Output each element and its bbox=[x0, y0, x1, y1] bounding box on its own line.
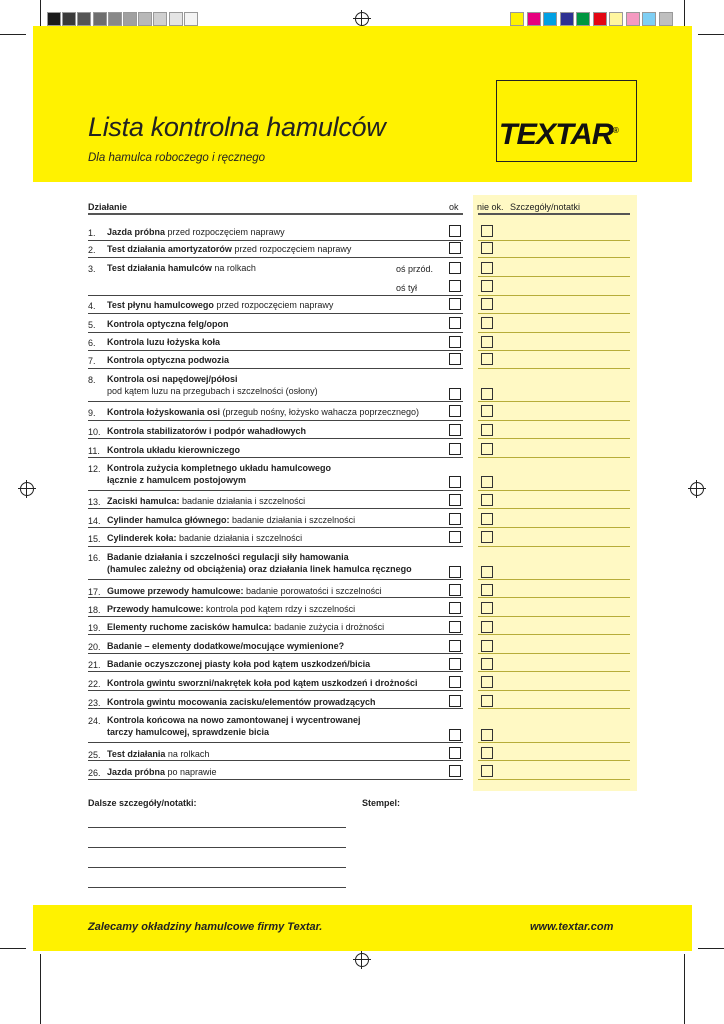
ok-checkbox[interactable] bbox=[449, 262, 461, 274]
not-ok-checkbox[interactable] bbox=[481, 584, 493, 596]
row-action: Cylinderek koła: bbox=[107, 533, 177, 543]
row-number: 10. bbox=[88, 427, 101, 437]
ok-checkbox[interactable] bbox=[449, 566, 461, 578]
row-action-line2: tarczy hamulcowej, sprawdzenie bicia bbox=[107, 726, 270, 737]
color-swatch bbox=[510, 12, 524, 26]
grey-swatch bbox=[93, 12, 107, 26]
row-text bbox=[107, 445, 240, 457]
notes-line[interactable] bbox=[88, 827, 346, 828]
notes-field[interactable] bbox=[478, 508, 630, 509]
row-detail: badanie zużycia i drożności bbox=[271, 622, 385, 632]
row-action-line2: (hamulec zależny od obciążenia) oraz działania linek hamulca ręcznego bbox=[107, 563, 412, 574]
row-text bbox=[107, 407, 419, 419]
registration-mark-icon bbox=[690, 482, 704, 496]
not-ok-checkbox[interactable] bbox=[481, 640, 493, 652]
not-ok-checkbox[interactable] bbox=[481, 280, 493, 292]
ok-checkbox[interactable] bbox=[449, 513, 461, 525]
not-ok-checkbox[interactable] bbox=[481, 494, 493, 506]
row-action: Cylinder hamulca głównego: bbox=[107, 515, 230, 525]
row-action: Test działania amortyzatorów bbox=[107, 244, 232, 254]
row-text bbox=[107, 426, 306, 438]
row-divider bbox=[88, 295, 463, 296]
row-divider bbox=[88, 420, 463, 421]
crop-mark bbox=[40, 954, 41, 1024]
row-number: 6. bbox=[88, 338, 96, 348]
ok-checkbox[interactable] bbox=[449, 317, 461, 329]
not-ok-checkbox[interactable] bbox=[481, 602, 493, 614]
row-text bbox=[107, 533, 302, 545]
row-action: Jazda próbna bbox=[107, 767, 166, 777]
notes-field[interactable] bbox=[478, 313, 630, 314]
notes-field[interactable] bbox=[478, 350, 630, 351]
row-detail: po naprawie bbox=[165, 767, 217, 777]
row-action: Kontrola układu kierowniczego bbox=[107, 445, 241, 455]
color-swatch bbox=[593, 12, 607, 26]
row-action: Kontrola osi napędowej/półosi bbox=[107, 374, 238, 384]
row-number: 4. bbox=[88, 301, 96, 311]
row-divider bbox=[88, 401, 463, 402]
notes-field[interactable] bbox=[478, 490, 630, 491]
not-ok-checkbox[interactable] bbox=[481, 765, 493, 777]
footer-url[interactable]: www.textar.com bbox=[530, 921, 614, 933]
row-divider bbox=[88, 350, 463, 351]
ok-checkbox[interactable] bbox=[449, 424, 461, 436]
column-header-not-ok: nie ok. bbox=[477, 202, 504, 212]
notes-field[interactable] bbox=[478, 368, 630, 369]
row-detail: przed rozpoczęciem naprawy bbox=[231, 244, 352, 254]
row-action: Przewody hamulcowe: bbox=[107, 604, 204, 614]
row-divider bbox=[88, 508, 463, 509]
not-ok-checkbox[interactable] bbox=[481, 676, 493, 688]
grey-swatch bbox=[138, 12, 152, 26]
row-divider bbox=[88, 779, 463, 780]
grey-swatch bbox=[153, 12, 167, 26]
notes-field[interactable] bbox=[478, 546, 630, 547]
row-number: 7. bbox=[88, 356, 96, 366]
ok-checkbox[interactable] bbox=[449, 765, 461, 777]
row-number: 15. bbox=[88, 534, 101, 544]
notes-field[interactable] bbox=[478, 438, 630, 439]
not-ok-checkbox[interactable] bbox=[481, 225, 493, 237]
row-divider bbox=[88, 708, 463, 709]
row-text bbox=[107, 319, 229, 331]
row-divider bbox=[88, 653, 463, 654]
row-detail: przed rozpoczęciem naprawy bbox=[213, 300, 334, 310]
grey-swatch bbox=[169, 12, 183, 26]
row-detail: na rolkach bbox=[165, 749, 210, 759]
not-ok-checkbox[interactable] bbox=[481, 353, 493, 365]
row-text bbox=[107, 496, 305, 508]
not-ok-checkbox[interactable] bbox=[481, 424, 493, 436]
not-ok-checkbox[interactable] bbox=[481, 317, 493, 329]
row-text bbox=[107, 715, 361, 738]
row-action: Kontrola końcowa na nowo zamontowanej i wycentrowanej bbox=[107, 715, 361, 725]
ok-checkbox[interactable] bbox=[449, 242, 461, 254]
textar-logo: TEXTAR® bbox=[498, 118, 618, 151]
row-text bbox=[107, 552, 412, 575]
row-number: 22. bbox=[88, 679, 101, 689]
row-action: Badanie – elementy dodatkowe/mocujące wymienione? bbox=[107, 641, 345, 651]
not-ok-checkbox[interactable] bbox=[481, 566, 493, 578]
row-number: 14. bbox=[88, 516, 101, 526]
notes-field[interactable] bbox=[478, 760, 630, 761]
notes-field[interactable] bbox=[478, 401, 630, 402]
row-number: 16. bbox=[88, 553, 101, 563]
row-divider bbox=[88, 634, 463, 635]
crop-mark bbox=[0, 948, 26, 949]
row-divider bbox=[88, 579, 463, 580]
ok-checkbox[interactable] bbox=[449, 298, 461, 310]
row-number: 26. bbox=[88, 768, 101, 778]
row-text bbox=[107, 463, 331, 486]
color-swatch bbox=[642, 12, 656, 26]
color-swatch bbox=[626, 12, 640, 26]
row-divider bbox=[88, 616, 463, 617]
grey-swatch bbox=[62, 12, 76, 26]
notes-line[interactable] bbox=[88, 867, 346, 868]
notes-field[interactable] bbox=[478, 634, 630, 635]
row-number: 8. bbox=[88, 375, 96, 385]
column-header-action: Działanie bbox=[88, 202, 128, 212]
row-text bbox=[107, 678, 418, 690]
row-divider bbox=[88, 257, 463, 258]
not-ok-checkbox[interactable] bbox=[481, 531, 493, 543]
not-ok-checkbox[interactable] bbox=[481, 729, 493, 741]
column-header-ok: ok bbox=[449, 202, 459, 212]
notes-field[interactable] bbox=[478, 779, 630, 780]
ok-checkbox[interactable] bbox=[449, 658, 461, 670]
notes-field[interactable] bbox=[478, 457, 630, 458]
row-divider bbox=[88, 690, 463, 691]
row-text bbox=[107, 586, 382, 598]
notes-field[interactable] bbox=[478, 527, 630, 528]
row-divider bbox=[88, 457, 463, 458]
notes-field[interactable] bbox=[478, 276, 630, 277]
row-divider bbox=[88, 438, 463, 439]
row-action: Kontrola gwintu sworzni/nakrętek koła pod kątem uszkodzeń i drożności bbox=[107, 678, 418, 688]
row-divider bbox=[88, 760, 463, 761]
notes-field[interactable] bbox=[478, 257, 630, 258]
not-ok-checkbox[interactable] bbox=[481, 747, 493, 759]
row-divider bbox=[88, 332, 463, 333]
row-action: Test działania hamulców bbox=[107, 263, 212, 273]
row-action: Badanie działania i szczelności regulacji siły hamowania bbox=[107, 552, 349, 562]
ok-checkbox[interactable] bbox=[449, 443, 461, 455]
row-action: Kontrola stabilizatorów i podpór wahadłowych bbox=[107, 426, 307, 436]
ok-checkbox[interactable] bbox=[449, 602, 461, 614]
axle-label: oś przód. bbox=[396, 264, 434, 274]
ok-checkbox[interactable] bbox=[449, 494, 461, 506]
header-divider bbox=[88, 213, 463, 215]
grey-swatch bbox=[47, 12, 61, 26]
row-number: 9. bbox=[88, 408, 96, 418]
registration-mark-icon bbox=[20, 482, 34, 496]
notes-field[interactable] bbox=[478, 597, 630, 598]
row-action: Zaciski hamulca: bbox=[107, 496, 180, 506]
ok-checkbox[interactable] bbox=[449, 388, 461, 400]
ok-checkbox[interactable] bbox=[449, 531, 461, 543]
row-detail: kontrola pod kątem rdzy i szczelności bbox=[203, 604, 356, 614]
row-detail: badanie porowatości i szczelności bbox=[243, 586, 382, 596]
notes-line[interactable] bbox=[88, 887, 346, 888]
ok-checkbox[interactable] bbox=[449, 676, 461, 688]
row-action: Kontrola luzu łożyska koła bbox=[107, 337, 221, 347]
ok-checkbox[interactable] bbox=[449, 747, 461, 759]
crop-mark bbox=[0, 34, 26, 35]
notes-field[interactable] bbox=[478, 742, 630, 743]
ok-checkbox[interactable] bbox=[449, 225, 461, 237]
not-ok-checkbox[interactable] bbox=[481, 388, 493, 400]
row-text bbox=[107, 374, 318, 397]
row-divider bbox=[88, 240, 463, 241]
ok-checkbox[interactable] bbox=[449, 621, 461, 633]
ok-checkbox[interactable] bbox=[449, 336, 461, 348]
crop-mark bbox=[684, 0, 685, 26]
row-number: 21. bbox=[88, 660, 101, 670]
row-detail: przed rozpoczęciem naprawy bbox=[165, 227, 285, 237]
notes-label: Dalsze szczegóły/notatki: bbox=[88, 798, 197, 808]
grey-swatch bbox=[184, 12, 198, 26]
row-number: 19. bbox=[88, 623, 101, 633]
ok-checkbox[interactable] bbox=[449, 729, 461, 741]
row-action: Kontrola optyczna podwozia bbox=[107, 355, 230, 365]
notes-line[interactable] bbox=[88, 847, 346, 848]
grey-swatch bbox=[77, 12, 91, 26]
row-divider bbox=[88, 546, 463, 547]
row-detail: badanie działania i szczelności bbox=[176, 533, 303, 543]
ok-checkbox[interactable] bbox=[449, 640, 461, 652]
grey-swatch bbox=[108, 12, 122, 26]
notes-field[interactable] bbox=[478, 579, 630, 580]
stamp-label: Stempel: bbox=[362, 798, 401, 808]
registration-mark-icon bbox=[355, 12, 369, 26]
row-text bbox=[107, 749, 209, 761]
row-action: Gumowe przewody hamulcowe: bbox=[107, 586, 244, 596]
not-ok-checkbox[interactable] bbox=[481, 476, 493, 488]
notes-field[interactable] bbox=[478, 690, 630, 691]
row-number: 5. bbox=[88, 320, 96, 330]
ok-checkbox[interactable] bbox=[449, 584, 461, 596]
page-title: Lista kontrolna hamulców bbox=[88, 112, 386, 142]
row-text bbox=[107, 263, 256, 275]
row-divider bbox=[88, 313, 463, 314]
row-text bbox=[107, 300, 333, 312]
color-swatch bbox=[527, 12, 541, 26]
page-subtitle: Dla hamulca roboczego i ręcznego bbox=[88, 152, 266, 164]
row-number: 18. bbox=[88, 605, 101, 615]
not-ok-checkbox[interactable] bbox=[481, 242, 493, 254]
row-number: 25. bbox=[88, 750, 101, 760]
footer-slogan: Zalecamy okładziny hamulcowe firmy Textar. bbox=[88, 921, 323, 933]
not-ok-checkbox[interactable] bbox=[481, 262, 493, 274]
notes-field[interactable] bbox=[478, 653, 630, 654]
column-header-notes: Szczegóły/notatki bbox=[510, 202, 581, 212]
row-number: 12. bbox=[88, 464, 101, 474]
ok-checkbox[interactable] bbox=[449, 353, 461, 365]
not-ok-checkbox[interactable] bbox=[481, 405, 493, 417]
row-number: 3. bbox=[88, 264, 96, 274]
notes-field[interactable] bbox=[478, 708, 630, 709]
notes-field[interactable] bbox=[478, 420, 630, 421]
not-ok-checkbox[interactable] bbox=[481, 336, 493, 348]
row-action: Kontrola gwintu mocowania zacisku/elementów prowadzących bbox=[107, 697, 376, 707]
row-action: Jazda próbna bbox=[107, 227, 166, 237]
row-action: Kontrola zużycia kompletnego układu hamulcowego bbox=[107, 463, 332, 473]
row-number: 13. bbox=[88, 497, 101, 507]
row-number: 2. bbox=[88, 245, 96, 255]
row-action: Elementy ruchome zacisków hamulca: bbox=[107, 622, 272, 632]
row-action: Kontrola optyczna felg/opon bbox=[107, 319, 229, 329]
crop-mark bbox=[40, 0, 41, 26]
color-swatch bbox=[543, 12, 557, 26]
notes-field[interactable] bbox=[478, 616, 630, 617]
row-detail: na rolkach bbox=[211, 263, 256, 273]
row-detail-line2: pod kątem luzu na przegubach i szczelności (osłony) bbox=[107, 385, 318, 396]
ok-checkbox[interactable] bbox=[449, 476, 461, 488]
row-text bbox=[107, 767, 217, 779]
row-text bbox=[107, 604, 355, 616]
row-divider bbox=[88, 597, 463, 598]
row-number: 24. bbox=[88, 716, 101, 726]
row-text bbox=[107, 697, 376, 709]
crop-mark bbox=[698, 34, 724, 35]
notes-field[interactable] bbox=[478, 332, 630, 333]
not-ok-checkbox[interactable] bbox=[481, 695, 493, 707]
row-detail: (przegub nośny, łożysko wahacza poprzecznego) bbox=[220, 407, 419, 417]
row-number: 1. bbox=[88, 228, 96, 238]
axle-label: oś tył bbox=[396, 283, 418, 293]
row-action-line2: łącznie z hamulcem postojowym bbox=[107, 474, 247, 485]
grey-swatch bbox=[123, 12, 137, 26]
not-ok-checkbox[interactable] bbox=[481, 621, 493, 633]
row-divider bbox=[88, 671, 463, 672]
ok-checkbox[interactable] bbox=[449, 695, 461, 707]
row-divider bbox=[88, 490, 463, 491]
row-divider bbox=[88, 527, 463, 528]
not-ok-checkbox[interactable] bbox=[481, 658, 493, 670]
row-action: Test płynu hamulcowego bbox=[107, 300, 214, 310]
notes-field[interactable] bbox=[478, 240, 630, 241]
row-text bbox=[107, 659, 370, 671]
row-text bbox=[107, 622, 384, 634]
row-detail: badanie działania i szczelności bbox=[229, 515, 356, 525]
row-text bbox=[107, 227, 285, 239]
color-swatch bbox=[659, 12, 673, 26]
row-text bbox=[107, 244, 351, 256]
crop-mark bbox=[684, 954, 685, 1024]
color-swatch bbox=[609, 12, 623, 26]
row-detail: badanie działania i szczelności bbox=[179, 496, 306, 506]
row-action: Badanie oczyszczonej piasty koła pod kątem uszkodzeń/bicia bbox=[107, 659, 371, 669]
notes-field[interactable] bbox=[478, 671, 630, 672]
notes-field[interactable] bbox=[478, 295, 630, 296]
row-text bbox=[107, 641, 344, 653]
not-ok-checkbox[interactable] bbox=[481, 443, 493, 455]
row-divider bbox=[88, 742, 463, 743]
row-divider bbox=[88, 368, 463, 369]
registration-mark-icon bbox=[355, 953, 369, 967]
ok-checkbox[interactable] bbox=[449, 280, 461, 292]
row-number: 11. bbox=[88, 446, 100, 456]
not-ok-checkbox[interactable] bbox=[481, 298, 493, 310]
row-action: Kontrola łożyskowania osi bbox=[107, 407, 221, 417]
crop-mark bbox=[698, 948, 724, 949]
row-number: 23. bbox=[88, 698, 101, 708]
row-number: 20. bbox=[88, 642, 101, 652]
notes-column bbox=[473, 195, 637, 791]
row-action: Test działania bbox=[107, 749, 166, 759]
row-text bbox=[107, 355, 229, 367]
row-number: 17. bbox=[88, 587, 101, 597]
header-divider bbox=[478, 213, 630, 215]
color-swatch bbox=[576, 12, 590, 26]
not-ok-checkbox[interactable] bbox=[481, 513, 493, 525]
ok-checkbox[interactable] bbox=[449, 405, 461, 417]
color-swatch bbox=[560, 12, 574, 26]
row-text bbox=[107, 337, 220, 349]
row-text bbox=[107, 515, 355, 527]
